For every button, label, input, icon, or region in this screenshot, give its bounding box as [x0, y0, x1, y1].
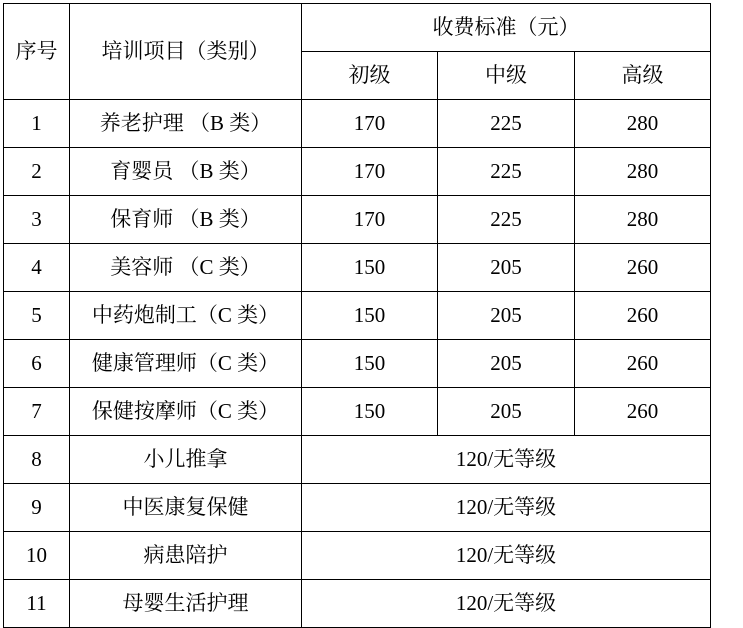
row-fee-primary: 150 — [302, 340, 438, 388]
header-seq: 序号 — [4, 4, 70, 100]
row-fee-middle: 225 — [438, 196, 575, 244]
table-row — [4, 148, 711, 196]
row-fee-primary: 150 — [302, 292, 438, 340]
row-fee-middle: 205 — [438, 388, 575, 436]
header-fee-group: 收费标准（元） — [302, 4, 711, 52]
row-project-name: 小儿推拿 — [70, 436, 302, 484]
row-seq: 2 — [4, 148, 70, 196]
table-row — [4, 484, 711, 532]
table-header-row — [4, 4, 711, 52]
row-project-name: 中医康复保健 — [70, 484, 302, 532]
row-project-name: 母婴生活护理 — [70, 580, 302, 628]
row-project-name: 养老护理 （B 类） — [70, 100, 302, 148]
row-seq: 3 — [4, 196, 70, 244]
row-seq: 8 — [4, 436, 70, 484]
row-seq: 6 — [4, 340, 70, 388]
row-fee-senior: 280 — [575, 148, 711, 196]
row-project-name: 美容师 （C 类） — [70, 244, 302, 292]
table-row — [4, 292, 711, 340]
table-row — [4, 244, 711, 292]
row-seq: 9 — [4, 484, 70, 532]
row-seq: 1 — [4, 100, 70, 148]
row-fee-merged: 120/无等级 — [302, 484, 711, 532]
row-seq: 4 — [4, 244, 70, 292]
row-project-name: 保育师 （B 类） — [70, 196, 302, 244]
header-level-middle: 中级 — [438, 52, 575, 100]
row-fee-senior: 260 — [575, 292, 711, 340]
row-fee-primary: 170 — [302, 196, 438, 244]
table-row — [4, 100, 711, 148]
table-row — [4, 532, 711, 580]
row-fee-senior: 260 — [575, 388, 711, 436]
row-fee-middle: 205 — [438, 244, 575, 292]
row-seq: 10 — [4, 532, 70, 580]
row-fee-primary: 150 — [302, 388, 438, 436]
row-fee-middle: 225 — [438, 100, 575, 148]
row-project-name: 病患陪护 — [70, 532, 302, 580]
table-row — [4, 580, 711, 628]
row-seq: 7 — [4, 388, 70, 436]
row-fee-senior: 280 — [575, 196, 711, 244]
row-fee-middle: 205 — [438, 340, 575, 388]
row-fee-merged: 120/无等级 — [302, 580, 711, 628]
table-row — [4, 388, 711, 436]
row-fee-primary: 150 — [302, 244, 438, 292]
row-project-name: 育婴员 （B 类） — [70, 148, 302, 196]
fee-standard-table — [3, 3, 711, 628]
row-fee-merged: 120/无等级 — [302, 436, 711, 484]
row-project-name: 中药炮制工（C 类） — [70, 292, 302, 340]
row-seq: 5 — [4, 292, 70, 340]
row-fee-senior: 260 — [575, 244, 711, 292]
row-project-name: 健康管理师（C 类） — [70, 340, 302, 388]
row-seq: 11 — [4, 580, 70, 628]
header-level-primary: 初级 — [302, 52, 438, 100]
row-fee-senior: 280 — [575, 100, 711, 148]
table-row — [4, 340, 711, 388]
row-fee-merged: 120/无等级 — [302, 532, 711, 580]
table-row — [4, 196, 711, 244]
row-fee-senior: 260 — [575, 340, 711, 388]
document-page — [0, 3, 743, 625]
table-row — [4, 436, 711, 484]
row-fee-middle: 205 — [438, 292, 575, 340]
header-level-senior: 高级 — [575, 52, 711, 100]
row-fee-primary: 170 — [302, 148, 438, 196]
header-project: 培训项目（类别） — [70, 4, 302, 100]
row-fee-middle: 225 — [438, 148, 575, 196]
row-fee-primary: 170 — [302, 100, 438, 148]
row-project-name: 保健按摩师（C 类） — [70, 388, 302, 436]
